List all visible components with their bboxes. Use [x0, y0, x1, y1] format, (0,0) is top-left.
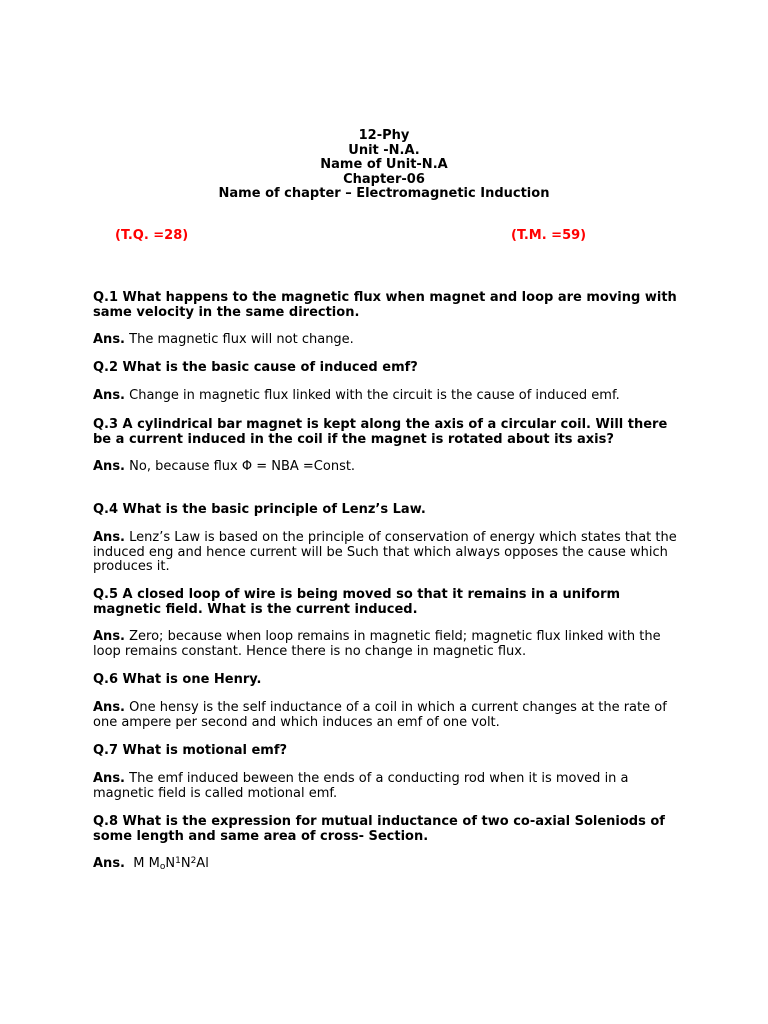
answer-block-2: [93, 389, 683, 404]
formula-n1: N: [165, 856, 176, 871]
question-block-1: [93, 291, 683, 320]
answer-label: Ans.: [93, 388, 125, 403]
question-block-4: [93, 503, 683, 518]
total-marks: (T.M. =59): [511, 228, 587, 243]
question-block-8: [93, 815, 683, 844]
answer-label: Ans.: [93, 332, 125, 347]
answer-label: Ans.: [93, 700, 125, 715]
question-text: Q.1 What happens to the magnetic flux when magnet and loop are moving with same velocity in the same direction.: [93, 290, 677, 320]
answer-label: Ans.: [93, 771, 125, 786]
answer-body: Lenz’s Law is based on the principle of conservation of energy which states that the induced eng and hence current will be Such that which always opposes the cause which produces it.: [93, 530, 677, 574]
formula-subscript-o: o: [159, 862, 166, 872]
question-text: Q.5 A closed loop of wire is being moved so that it remains in a uniform magnetic field. What is the current induced.: [93, 587, 621, 617]
answer-text: [93, 389, 683, 404]
answer-body: One hensy is the self inductance of a coil in which a current changes at the rate of one ampere per second and which induces an emf of one volt.: [93, 700, 667, 730]
answer-text: [93, 531, 683, 575]
answer-body: No, because flux Φ = NBA =Const.: [129, 459, 356, 474]
answer-block-3: [93, 460, 683, 475]
question-block-3: [93, 418, 683, 447]
formula-n2: N: [180, 856, 191, 871]
answer-block-1: [93, 333, 683, 348]
formula-superscript-1: 1: [175, 856, 181, 866]
formula-m: M M: [133, 856, 160, 871]
document-header: [0, 129, 768, 202]
answer-block-6: [93, 701, 683, 730]
answer-label: Ans.: [93, 629, 125, 644]
question-text: Q.7 What is motional emf?: [93, 743, 288, 758]
answer-block-4: [93, 531, 683, 575]
answer-text: [93, 333, 683, 348]
unit-name-line: Name of Unit-N.A: [320, 157, 448, 172]
answer-block-8: [93, 857, 683, 872]
answer-label: Ans.: [93, 530, 125, 545]
question-text: Q.4 What is the basic principle of Lenz’s Law.: [93, 502, 426, 517]
unit-line: Unit -N.A.: [348, 142, 420, 158]
question-block-2: [93, 361, 683, 376]
answer-label: Ans.: [93, 459, 125, 474]
answer-block-5: [93, 630, 683, 659]
chapter-line: Chapter-06: [343, 171, 425, 187]
total-questions: (T.Q. =28): [115, 228, 189, 243]
answer-text: [93, 701, 683, 730]
chapter-name-line: Name of chapter – Electromagnetic Induction: [218, 186, 550, 201]
answer-label: Ans.: [93, 856, 125, 871]
question-text: Q.2 What is the basic cause of induced emf?: [93, 360, 418, 375]
question-text: Q.8 What is the expression for mutual inductance of two co-axial Soleniods of some length and same area of cross- Section.: [93, 814, 665, 844]
answer-text: [93, 460, 683, 475]
formula-superscript-2: 2: [190, 856, 197, 866]
question-block-7: [93, 744, 683, 759]
answer-text: [93, 630, 683, 659]
answer-body: Change in magnetic flux linked with the circuit is the cause of induced emf.: [129, 388, 620, 403]
class-subject: 12-Phy: [358, 128, 410, 143]
question-text: Q.6 What is one Henry.: [93, 672, 262, 687]
answer-body: The magnetic flux will not change.: [129, 332, 354, 347]
question-block-5: [93, 588, 683, 617]
formula-tail: Al: [196, 856, 209, 871]
question-block-6: [93, 673, 683, 688]
question-text: Q.3 A cylindrical bar magnet is kept along the axis of a circular coil. Will there be a current induced in the coil if the magnet is rotated about its axis?: [93, 417, 668, 447]
answer-body: The emf induced beween the ends of a conducting rod when it is moved in a magnetic field is called motional emf.: [93, 771, 629, 801]
answer-text: [93, 857, 683, 872]
answer-body: Zero; because when loop remains in magnetic field; magnetic flux linked with the loop remains constant. Hence there is no change in magnetic flux.: [93, 629, 661, 659]
answer-text: [93, 772, 683, 801]
answer-block-7: [93, 772, 683, 801]
